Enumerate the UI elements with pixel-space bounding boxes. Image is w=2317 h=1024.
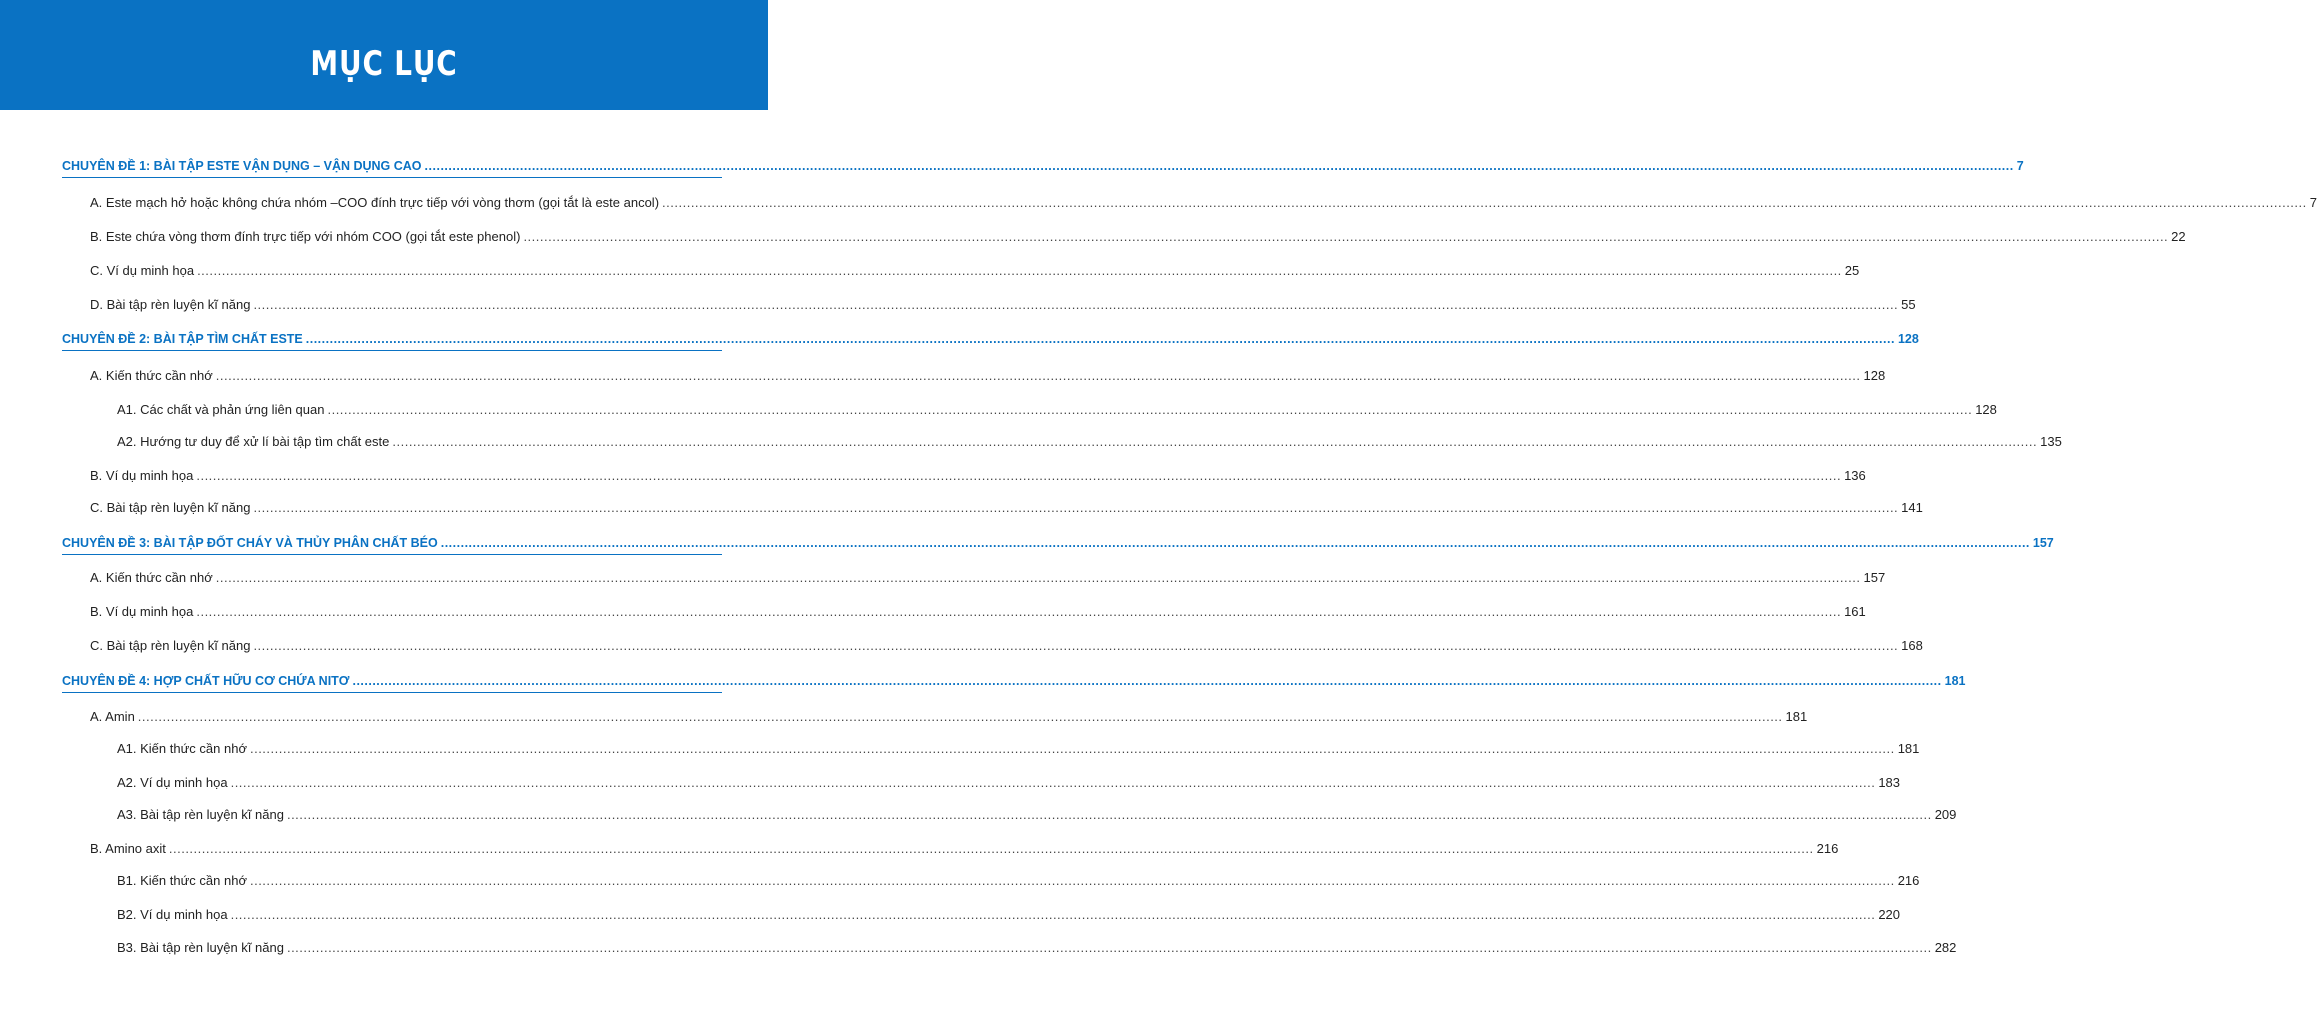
toc-entry[interactable] <box>90 297 1916 313</box>
toc-entry[interactable] <box>90 368 1886 384</box>
toc-entry[interactable] <box>117 807 1957 823</box>
toc-entry[interactable] <box>117 873 1920 889</box>
toc-entry-label: B3. Bài tập rèn luyện kĩ năng <box>117 940 284 955</box>
toc-entry-label: CHUYÊN ĐỀ 2: BÀI TẬP TÌM CHẤT ESTE <box>62 332 303 346</box>
dot-leader: ................................................................................................................................................................................................................................................................................................................................................................................................................ <box>286 807 1932 822</box>
toc-entry-label: A. Amin <box>90 709 135 724</box>
toc-page-number: 181 <box>1897 741 1920 756</box>
toc-entry[interactable] <box>90 468 1866 484</box>
toc-entry[interactable] <box>117 741 1920 757</box>
dot-leader: ................................................................................................................................................................................................................................................................................................................................................................................................................ <box>440 536 2030 550</box>
toc-page-number: 157 <box>2032 536 2054 550</box>
toc-page-number: 282 <box>1934 940 1957 955</box>
toc-page-number: 7 <box>2309 195 2317 210</box>
toc-page-number: 216 <box>1897 873 1920 888</box>
toc-page-number: 55 <box>1901 297 1916 312</box>
toc-entry[interactable] <box>90 195 2317 211</box>
toc-entry-label: A1. Kiến thức cần nhớ <box>117 741 247 756</box>
toc-page-number: 141 <box>1901 500 1923 515</box>
toc-page-number: 128 <box>1975 402 1997 417</box>
dot-leader: ................................................................................................................................................................................................................................................................................................................................................................................................................ <box>196 468 1842 483</box>
toc-page-number: 128 <box>1863 368 1886 383</box>
toc-entry[interactable] <box>117 775 1901 791</box>
toc-entry[interactable] <box>90 263 1860 279</box>
toc-entry-label: B. Este chứa vòng thơm đính trực tiếp với nhóm COO (gọi tắt este phenol) <box>90 229 521 244</box>
toc-chapter-entry[interactable] <box>62 673 1966 693</box>
dot-leader: ................................................................................................................................................................................................................................................................................................................................................................................................................ <box>424 159 2014 173</box>
toc-entry-label: A. Kiến thức cần nhớ <box>90 368 213 383</box>
dot-leader: ................................................................................................................................................................................................................................................................................................................................................................................................................ <box>168 841 1814 856</box>
toc-page-number: 209 <box>1934 807 1957 822</box>
toc-entry[interactable] <box>90 841 1839 857</box>
toc-chapter-entry[interactable] <box>62 535 2054 555</box>
toc-entry-label: B2. Ví dụ minh họa <box>117 907 228 922</box>
toc-entry[interactable] <box>90 570 1886 586</box>
toc-entry-label: A2. Ví dụ minh họa <box>117 775 228 790</box>
dot-leader: ................................................................................................................................................................................................................................................................................................................................................................................................................ <box>137 709 1783 724</box>
dot-leader: ................................................................................................................................................................................................................................................................................................................................................................................................................ <box>197 263 1842 278</box>
dot-leader: ................................................................................................................................................................................................................................................................................................................................................................................................................ <box>392 434 2038 449</box>
toc-page-number: 136 <box>1844 468 1866 483</box>
toc-entry-label: A. Este mạch hở hoặc không chứa nhóm –COO đính trực tiếp với vòng thơm (gọi tắt là este ancol) <box>90 195 660 210</box>
dot-leader: ................................................................................................................................................................................................................................................................................................................................................................................................................ <box>253 638 1899 653</box>
toc-page-number: 25 <box>1844 263 1860 278</box>
toc-page-number: 128 <box>1897 332 1919 346</box>
toc-page-number: 161 <box>1844 604 1866 619</box>
page-title: MỤC LỤC <box>310 44 458 84</box>
toc-entry-label: A3. Bài tập rèn luyện kĩ năng <box>117 807 284 822</box>
toc-page-number: 168 <box>1901 638 1923 653</box>
toc-entry-label: CHUYÊN ĐỀ 3: BÀI TẬP ĐỐT CHÁY VÀ THỦY PHÂN CHẤT BÉO <box>62 536 438 550</box>
dot-leader: ................................................................................................................................................................................................................................................................................................................................................................................................................ <box>196 604 1842 619</box>
dot-leader: ................................................................................................................................................................................................................................................................................................................................................................................................................ <box>286 940 1932 955</box>
toc-page-number: 220 <box>1878 907 1901 922</box>
dot-leader: ................................................................................................................................................................................................................................................................................................................................................................................................................ <box>215 368 1861 383</box>
toc-entry[interactable] <box>90 229 2186 245</box>
toc-chapter-entry[interactable] <box>62 158 2024 178</box>
toc-entry-label: C. Bài tập rèn luyện kĩ năng <box>90 638 251 653</box>
toc-entry-label: B. Amino axit <box>90 841 166 856</box>
dot-leader: ................................................................................................................................................................................................................................................................................................................................................................................................................ <box>662 195 2307 210</box>
dot-leader: ................................................................................................................................................................................................................................................................................................................................................................................................................ <box>215 570 1861 585</box>
toc-page-number: 22 <box>2171 229 2186 244</box>
toc-entry-label: C. Bài tập rèn luyện kĩ năng <box>90 500 251 515</box>
toc-page-number: 7 <box>2016 159 2024 173</box>
toc-entry[interactable] <box>117 434 2062 450</box>
dot-leader: ................................................................................................................................................................................................................................................................................................................................................................................................................ <box>249 873 1895 888</box>
toc-entry-label: B1. Kiến thức cần nhớ <box>117 873 247 888</box>
dot-leader: ................................................................................................................................................................................................................................................................................................................................................................................................................ <box>230 775 1876 790</box>
toc-entry[interactable] <box>90 500 1923 516</box>
dot-leader: ................................................................................................................................................................................................................................................................................................................................................................................................................ <box>523 229 2169 244</box>
dot-leader: ................................................................................................................................................................................................................................................................................................................................................................................................................ <box>352 674 1942 688</box>
dot-leader: ................................................................................................................................................................................................................................................................................................................................................................................................................ <box>253 500 1899 515</box>
toc-chapter-entry[interactable] <box>62 331 1919 351</box>
toc-entry[interactable] <box>117 940 1957 956</box>
toc-page-number: 135 <box>2040 434 2062 449</box>
toc-page-number: 157 <box>1863 570 1886 585</box>
toc-page-number: 183 <box>1878 775 1901 790</box>
toc-entry-label: B. Ví dụ minh họa <box>90 604 194 619</box>
dot-leader: ................................................................................................................................................................................................................................................................................................................................................................................................................ <box>327 402 1973 417</box>
toc-entry-label: A2. Hướng tư duy để xử lí bài tập tìm chất este <box>117 434 390 449</box>
toc-entry-label: C. Ví dụ minh họa <box>90 263 195 278</box>
dot-leader: ................................................................................................................................................................................................................................................................................................................................................................................................................ <box>253 297 1899 312</box>
dot-leader: ................................................................................................................................................................................................................................................................................................................................................................................................................ <box>230 907 1876 922</box>
toc-entry-label: CHUYÊN ĐỀ 1: BÀI TẬP ESTE VẬN DỤNG – VẬN DỤNG CAO <box>62 159 422 173</box>
toc-page-number: 216 <box>1816 841 1839 856</box>
toc-entry[interactable] <box>90 709 1808 725</box>
toc-entry[interactable] <box>117 907 1901 923</box>
toc-entry-label: D. Bài tập rèn luyện kĩ năng <box>90 297 251 312</box>
toc-entry[interactable] <box>90 638 1923 654</box>
toc-entry-label: CHUYÊN ĐỀ 4: HỢP CHẤT HỮU CƠ CHỨA NITƠ <box>62 674 350 688</box>
toc-entry-label: A. Kiến thức cần nhớ <box>90 570 213 585</box>
toc-entry[interactable] <box>90 604 1866 620</box>
dot-leader: ................................................................................................................................................................................................................................................................................................................................................................................................................ <box>249 741 1895 756</box>
toc-entry-label: B. Ví dụ minh họa <box>90 468 194 483</box>
dot-leader: ................................................................................................................................................................................................................................................................................................................................................................................................................ <box>305 332 1895 346</box>
toc-page-number: 181 <box>1944 674 1966 688</box>
toc-entry-label: A1. Các chất và phản ứng liên quan <box>117 402 325 417</box>
toc-page-number: 181 <box>1785 709 1808 724</box>
toc-entry[interactable] <box>117 402 1997 418</box>
